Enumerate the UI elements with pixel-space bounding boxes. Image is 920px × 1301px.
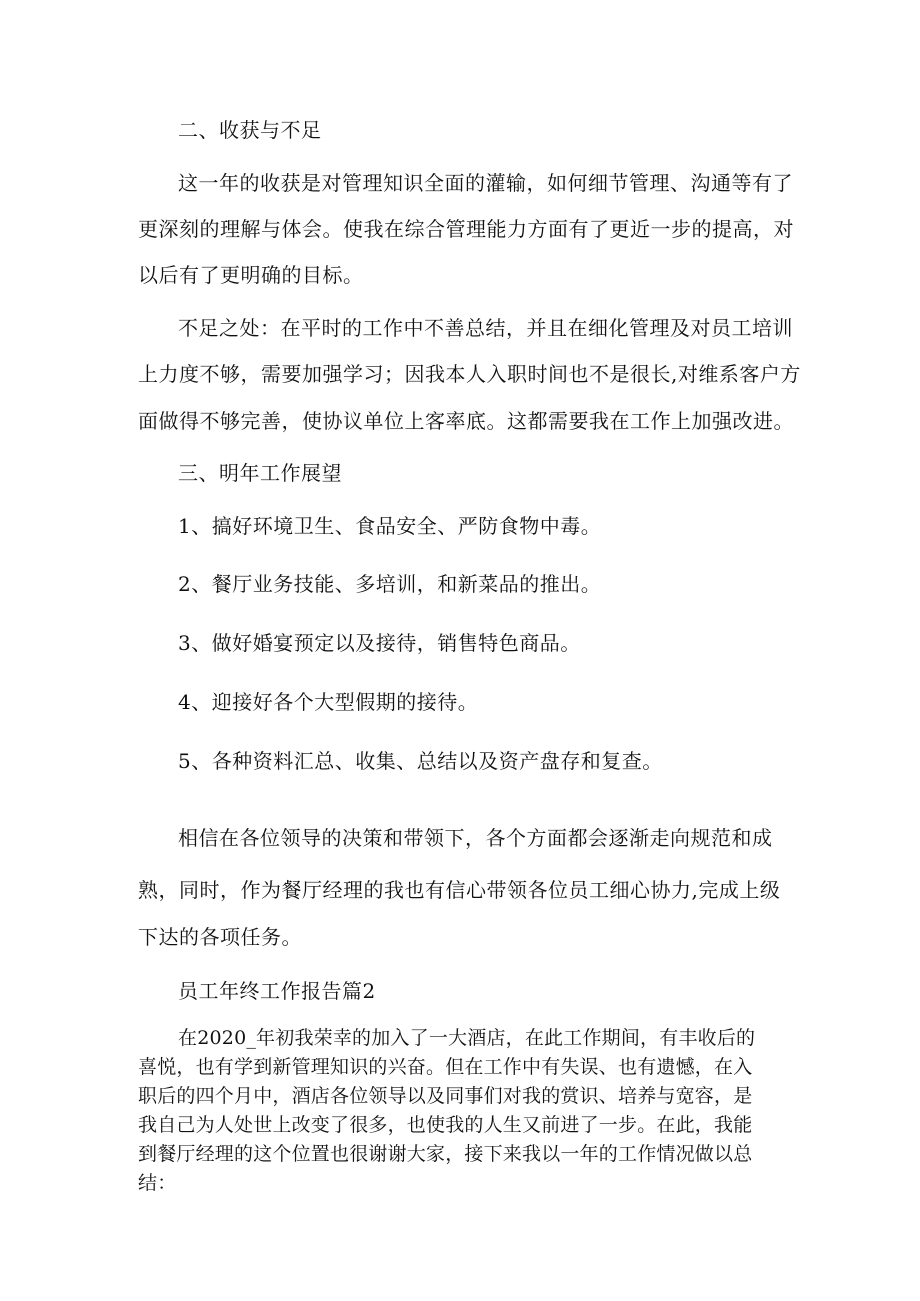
section-heading-outlook: 三、明年工作展望 xyxy=(178,461,342,485)
paragraph-line: 结： xyxy=(138,1172,177,1194)
paragraph-line: 在2020_年初我荣幸的加入了一大酒店，在此工作期间，有丰收后的 xyxy=(178,1027,756,1049)
paragraph-line: 到餐厅经理的这个位置也很谢谢大家，接下来我以一年的工作情况做以总 xyxy=(138,1143,753,1165)
report-title: 员工年终工作报告篇2 xyxy=(178,979,376,1003)
paragraph-line: 我自己为人处世上改变了很多，也使我的人生又前进了一步。在此，我能 xyxy=(138,1114,753,1136)
paragraph-line: 下达的各项任务。 xyxy=(138,925,302,949)
paragraph-line: 面做得不够完善，使协议单位上客率底。这都需要我在工作上加强改进。 xyxy=(138,409,794,433)
paragraph-line: 职后的四个月中，酒店各位领导以及同事们对我的赏识、培养与宽容，是 xyxy=(138,1085,753,1107)
paragraph-line: 上力度不够，需要加强学习；因我本人入职时间也不是很长,对维系客户方 xyxy=(138,362,801,386)
list-item: 1、搞好环境卫生、食品安全、严防食物中毒。 xyxy=(178,514,602,538)
paragraph-line: 相信在各位领导的决策和带领下，各个方面都会逐渐走向规范和成 xyxy=(178,826,773,850)
paragraph-line: 更深刻的理解与体会。使我在综合管理能力方面有了更近一步的提高，对 xyxy=(138,217,794,241)
paragraph-line: 这一年的收获是对管理知识全面的灌输，如何细节管理、沟通等有了 xyxy=(178,171,793,195)
paragraph-line: 以后有了更明确的目标。 xyxy=(138,263,364,287)
list-item: 3、做好婚宴预定以及接待，销售特色商品。 xyxy=(178,631,581,655)
list-item: 2、餐厅业务技能、多培训，和新菜品的推出。 xyxy=(178,572,602,596)
list-item: 5、各种资料汇总、收集、总结以及资产盘存和复查。 xyxy=(178,749,663,773)
list-item: 4、迎接好各个大型假期的接待。 xyxy=(178,690,479,714)
paragraph-line: 不足之处：在平时的工作中不善总结，并且在细化管理及对员工培训 xyxy=(178,316,793,340)
paragraph-line: 喜悦，也有学到新管理知识的兴奋。但在工作中有失误、也有遗憾，在入 xyxy=(138,1056,753,1078)
paragraph-line: 熟，同时，作为餐厅经理的我也有信心带领各位员工细心协力,完成上级 xyxy=(138,878,781,902)
section-heading-gains: 二、收获与不足 xyxy=(178,118,322,142)
